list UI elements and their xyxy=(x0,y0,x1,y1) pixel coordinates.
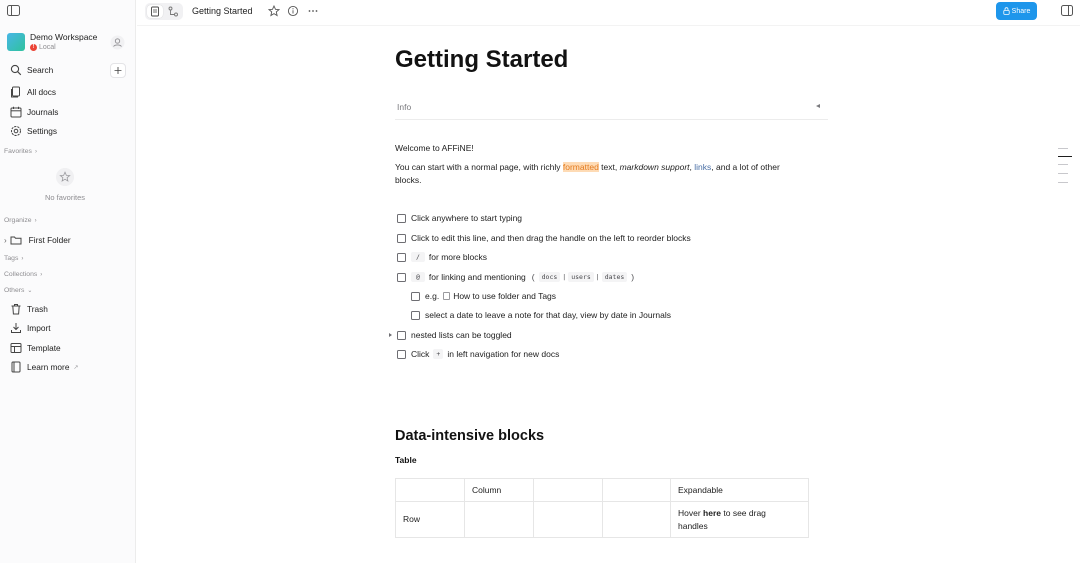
todo-text: nested lists can be toggled xyxy=(411,330,512,340)
inline-code: docs xyxy=(539,272,561,282)
sidebar-item-settings[interactable] xyxy=(0,123,136,139)
todo-text: Click to edit this line, and then drag the handle on the left to reorder blocks xyxy=(411,233,691,243)
collections-label: Collections xyxy=(4,271,38,278)
intro-text: You can start with a normal page, with richly xyxy=(395,162,563,172)
others-section-header[interactable] xyxy=(4,287,32,294)
workspace-card[interactable] xyxy=(7,32,129,54)
doc-title[interactable]: Getting Started xyxy=(395,46,569,73)
collections-section-header[interactable] xyxy=(4,271,42,278)
inline-code: / xyxy=(411,252,425,262)
doc-link-icon xyxy=(443,292,450,300)
todo-checkbox[interactable] xyxy=(397,331,406,340)
toggle-caret-icon[interactable] xyxy=(389,333,392,337)
todo-checkbox[interactable] xyxy=(397,350,406,359)
table-cell[interactable] xyxy=(396,479,465,502)
info-label: Info xyxy=(397,102,412,112)
info-icon[interactable] xyxy=(287,5,299,17)
learn-more-icon xyxy=(10,361,22,373)
sidebar-item-label: Import xyxy=(27,323,51,333)
inline-link[interactable]: links xyxy=(694,162,712,172)
cell-text: handles xyxy=(678,520,708,531)
intro-text: , and a lot of other xyxy=(711,162,780,172)
chevron-right-icon: › xyxy=(34,217,37,224)
inline-code: dates xyxy=(602,272,628,282)
sidebar-item-all-docs[interactable] xyxy=(0,84,136,100)
table-cell[interactable] xyxy=(671,502,809,538)
todo-text: in left navigation for new docs xyxy=(447,349,560,359)
todo-item-toggle[interactable] xyxy=(395,328,512,342)
doc-info-panel[interactable] xyxy=(395,98,828,120)
chevron-right-icon: › xyxy=(40,271,43,278)
more-options-icon[interactable] xyxy=(307,5,319,17)
no-favorites-text: No favorites xyxy=(44,193,86,202)
organize-label: Organize xyxy=(4,217,32,224)
outline-marker[interactable] xyxy=(1058,164,1068,165)
sidebar-item-journals[interactable] xyxy=(0,104,136,120)
outline-marker[interactable] xyxy=(1058,182,1068,183)
folder-icon xyxy=(10,234,22,246)
sidebar xyxy=(0,0,136,563)
intro-text: , xyxy=(689,162,695,172)
workspace-logo xyxy=(7,33,25,51)
todo-checkbox[interactable] xyxy=(397,214,406,223)
star-icon xyxy=(56,168,74,186)
todo-checkbox[interactable] xyxy=(411,292,420,301)
caret-left-icon[interactable] xyxy=(816,104,820,108)
todo-text: for linking and mentioning xyxy=(428,272,526,282)
lock-icon xyxy=(1003,7,1010,15)
section-heading[interactable]: Data-intensive blocks xyxy=(395,428,545,444)
sidebar-item-label: Settings xyxy=(27,126,57,136)
sidebar-item-learn-more[interactable] xyxy=(0,359,136,375)
welcome-paragraph[interactable]: Welcome to AFFiNE! xyxy=(395,143,474,153)
cell-text: to see drag xyxy=(721,507,766,518)
highlighted-text: formatted xyxy=(562,162,599,172)
share-label: Share xyxy=(1011,7,1031,15)
table-cell[interactable]: Column xyxy=(465,479,534,502)
outline-marker[interactable] xyxy=(1058,148,1068,149)
todo-checkbox[interactable] xyxy=(397,253,406,262)
outline-marker-active[interactable] xyxy=(1058,156,1072,157)
sidebar-item-trash[interactable] xyxy=(0,301,136,317)
separator: | xyxy=(595,273,600,281)
journals-icon xyxy=(10,106,22,118)
intro-paragraph[interactable] xyxy=(395,161,835,187)
todo-item-nested[interactable] xyxy=(409,289,556,303)
todo-text: select a date to leave a note for that day, view by date in Journals xyxy=(425,310,672,320)
folder-label: First Folder xyxy=(28,235,71,245)
table-cell[interactable] xyxy=(534,502,603,538)
table-cell[interactable] xyxy=(534,479,603,502)
sidebar-toggle-icon[interactable] xyxy=(7,5,20,16)
sidebar-item-label: All docs xyxy=(27,87,57,97)
tags-section-header[interactable] xyxy=(4,255,23,262)
workspace-status-label: Local xyxy=(39,44,56,51)
italic-text: markdown support xyxy=(619,162,690,172)
template-icon xyxy=(10,342,22,354)
user-avatar-icon[interactable] xyxy=(110,35,125,50)
todo-item-nested[interactable] xyxy=(409,308,671,322)
table-cell[interactable] xyxy=(603,479,671,502)
todo-checkbox[interactable] xyxy=(397,234,406,243)
separator: | xyxy=(562,273,567,281)
todo-item[interactable] xyxy=(395,347,559,361)
others-label: Others xyxy=(4,287,25,294)
paren-close: ) xyxy=(631,272,635,282)
todo-checkbox[interactable] xyxy=(397,273,406,282)
cell-bold-text: here xyxy=(703,507,722,518)
inline-code: users xyxy=(568,272,594,282)
chevron-right-icon: › xyxy=(21,255,24,262)
workspace-status xyxy=(30,44,56,51)
sidebar-item-import[interactable] xyxy=(0,320,136,336)
all-docs-icon xyxy=(10,86,22,98)
right-sidebar-toggle-icon[interactable] xyxy=(1061,5,1073,16)
favorites-label: Favorites xyxy=(4,148,32,155)
sidebar-item-first-folder[interactable] xyxy=(0,232,136,248)
todo-text: for more blocks xyxy=(428,252,488,262)
todo-text: Click anywhere to start typing xyxy=(411,213,523,223)
todo-checkbox[interactable] xyxy=(411,311,420,320)
workspace-name: Demo Workspace xyxy=(30,32,98,42)
local-warning-icon: ! xyxy=(30,44,37,51)
cell-text: Hover xyxy=(678,507,704,518)
table-row xyxy=(396,502,809,538)
outline-marker[interactable] xyxy=(1058,173,1068,174)
sidebar-item-label: Template xyxy=(27,343,61,353)
chevron-right-icon: › xyxy=(34,148,37,155)
todo-item[interactable] xyxy=(395,250,487,264)
table-heading[interactable]: Table xyxy=(395,455,417,465)
chevron-right-icon: › xyxy=(4,235,7,245)
edgeless-mode-icon[interactable] xyxy=(166,5,181,18)
table-cell[interactable] xyxy=(603,502,671,538)
table-cell[interactable]: Expandable xyxy=(671,479,809,502)
inline-code: + xyxy=(433,349,443,359)
data-table[interactable] xyxy=(395,478,809,538)
table-cell[interactable]: Row xyxy=(396,502,465,538)
favorite-star-icon[interactable] xyxy=(268,5,280,17)
intro-text: blocks. xyxy=(395,175,422,185)
organize-section-header[interactable] xyxy=(4,217,37,224)
search-label: Search xyxy=(27,65,54,75)
settings-icon xyxy=(10,125,22,137)
paren-open: ( xyxy=(531,272,535,282)
sidebar-item-label: Learn more xyxy=(27,362,70,372)
import-icon xyxy=(10,322,22,334)
sidebar-item-label: Journals xyxy=(27,107,59,117)
doc-editor[interactable] xyxy=(395,0,855,563)
search-icon xyxy=(10,64,22,76)
tags-label: Tags xyxy=(4,255,19,262)
todo-item[interactable] xyxy=(395,231,691,245)
table-cell[interactable] xyxy=(465,502,534,538)
page-mode-icon[interactable] xyxy=(147,5,163,18)
doc-mode-switch[interactable] xyxy=(145,3,183,20)
external-link-icon: ↗ xyxy=(73,364,79,371)
intro-text: text, xyxy=(598,162,620,172)
todo-text: e.g. xyxy=(425,291,440,301)
new-doc-button[interactable] xyxy=(110,63,126,78)
todo-text: Click xyxy=(411,349,430,359)
inline-code-group xyxy=(532,272,634,282)
todo-item[interactable] xyxy=(395,270,634,284)
sidebar-item-template[interactable] xyxy=(0,340,136,356)
table-row xyxy=(396,479,809,502)
todo-item[interactable] xyxy=(395,211,522,225)
chevron-down-icon: ⌄ xyxy=(27,288,33,294)
sidebar-item-label: Trash xyxy=(27,304,48,314)
inline-code: @ xyxy=(411,272,425,282)
doc-title-breadcrumb[interactable]: Getting Started xyxy=(192,6,253,16)
doc-link[interactable]: How to use folder and Tags xyxy=(453,291,557,301)
share-button[interactable] xyxy=(996,2,1037,20)
favorites-section-header[interactable] xyxy=(4,148,37,155)
trash-icon xyxy=(10,303,22,315)
